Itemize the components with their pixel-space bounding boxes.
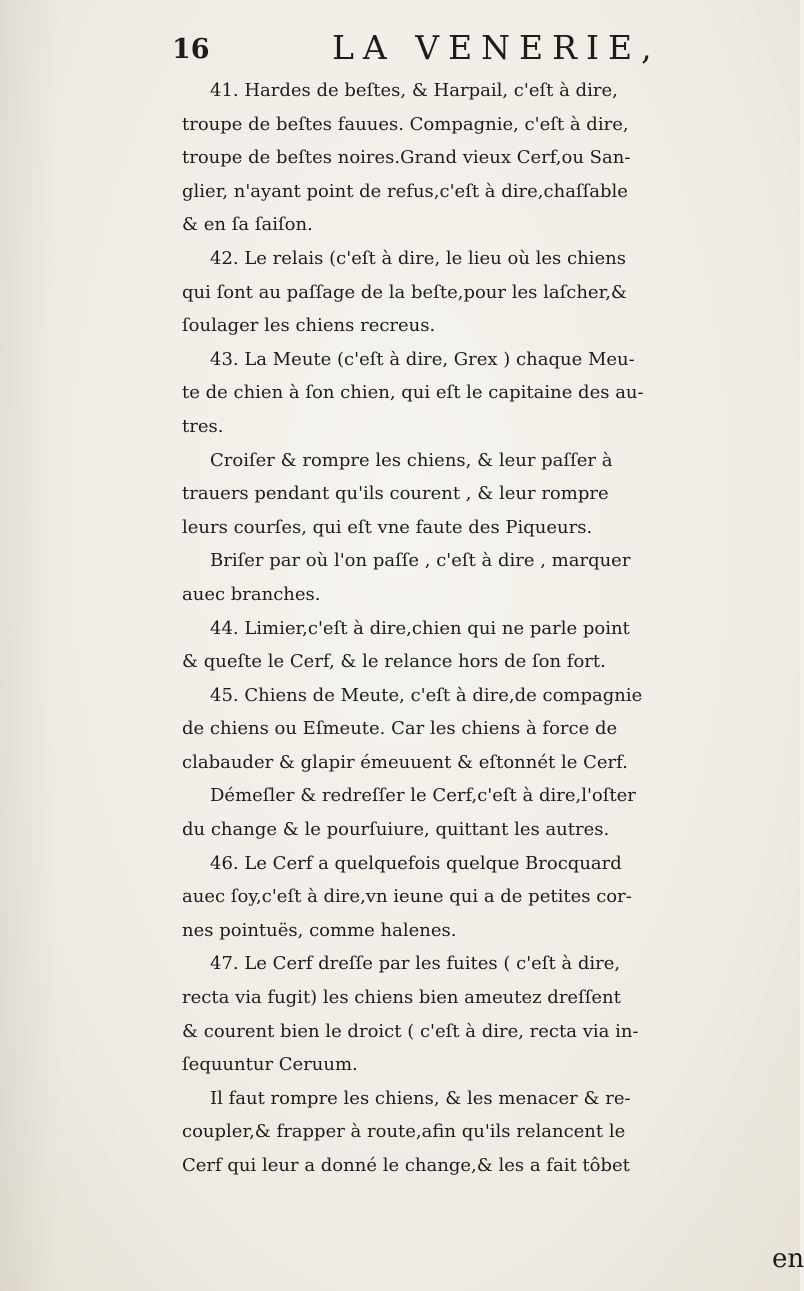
catchword: en bbox=[772, 1244, 804, 1274]
text-line: auec branches. bbox=[182, 583, 321, 605]
text-line: 41. Hardes de beſtes, & Harpail, c'eſt à dire, bbox=[210, 80, 618, 101]
body-text bbox=[182, 74, 792, 1183]
text-line: de chiens ou Eſmeute. Car les chiens à force de bbox=[182, 718, 618, 740]
text-line: nes pointuës, comme halenes. bbox=[182, 919, 457, 941]
text-line: 44. Limier,c'eſt à dire,chien qui ne parle point bbox=[210, 617, 630, 639]
text-line: auec ſoy,c'eſt à dire,vn ieune qui a de petites cor- bbox=[182, 886, 632, 908]
text-line: Démeſler & redreſſer le Cerf,c'eſt à dire,l'oſter bbox=[210, 785, 636, 807]
text-line: recta via fugit) les chiens bien ameutez dreſſent bbox=[182, 987, 621, 1009]
text-line: trauers pendant qu'ils courent , & leur rompre bbox=[182, 483, 609, 505]
text-line: Il faut rompre les chiens, & les menacer & re- bbox=[210, 1087, 631, 1109]
text-line: glier, n'ayant point de refus,c'eſt à dire,chaſſable bbox=[182, 180, 628, 202]
running-title: LA VENERIE, bbox=[332, 28, 661, 67]
text-line: coupler,& frapper à route,afin qu'ils relancent le bbox=[182, 1121, 626, 1143]
text-line: troupe de beſtes noires.Grand vieux Cerf,ou San- bbox=[182, 147, 631, 169]
page-header bbox=[172, 28, 772, 72]
text-line: leurs courſes, qui eſt vne faute des Piqueurs. bbox=[182, 516, 593, 538]
text-line: 45. Chiens de Meute, c'eſt à dire,de compagnie bbox=[210, 684, 643, 706]
text-line: 46. Le Cerf a quelquefois quelque Brocquard bbox=[210, 852, 622, 874]
text-line: 47. Le Cerf dreſſe par les fuites ( c'eſt à dire, bbox=[210, 953, 621, 975]
page-fold-shadow bbox=[0, 0, 60, 1291]
text-line: Briſer par où l'on paſſe , c'eſt à dire , marquer bbox=[210, 550, 631, 572]
text-line: Cerf qui leur a donné le change,& les a fait tôbet bbox=[182, 1155, 630, 1176]
text-line: ſequuntur Ceruum. bbox=[182, 1054, 358, 1076]
text-line: & queſte le Cerf, & le relance hors de ſon fort. bbox=[182, 651, 606, 673]
text-line: 43. La Meute (c'eſt à dire, Grex ) chaque Meu- bbox=[210, 348, 635, 370]
text-line: tres. bbox=[182, 415, 224, 437]
text-line: 42. Le relais (c'eſt à dire, le lieu où les chiens bbox=[210, 247, 626, 269]
text-line: Croiſer & rompre les chiens, & leur paſſer à bbox=[210, 449, 613, 471]
text-line: du change & le pourſuiure, quittant les autres. bbox=[182, 819, 610, 841]
text-line: & en ſa ſaiſon. bbox=[182, 214, 313, 236]
text-line: clabauder & glapir émeuuent & eſtonnét le Cerf. bbox=[182, 751, 628, 773]
text-line: qui ſont au paſſage de la beſte,pour les laſcher,& bbox=[182, 281, 627, 303]
text-line: ſoulager les chiens recreus. bbox=[182, 315, 436, 337]
text-line: troupe de beſtes fauues. Compagnie, c'eſt à dire, bbox=[182, 113, 629, 135]
text-line: & courent bien le droict ( c'eſt à dire, recta via in- bbox=[182, 1020, 639, 1042]
page-number: 16 bbox=[172, 34, 210, 65]
text-line: te de chien à ſon chien, qui eſt le capitaine des au- bbox=[182, 382, 644, 404]
